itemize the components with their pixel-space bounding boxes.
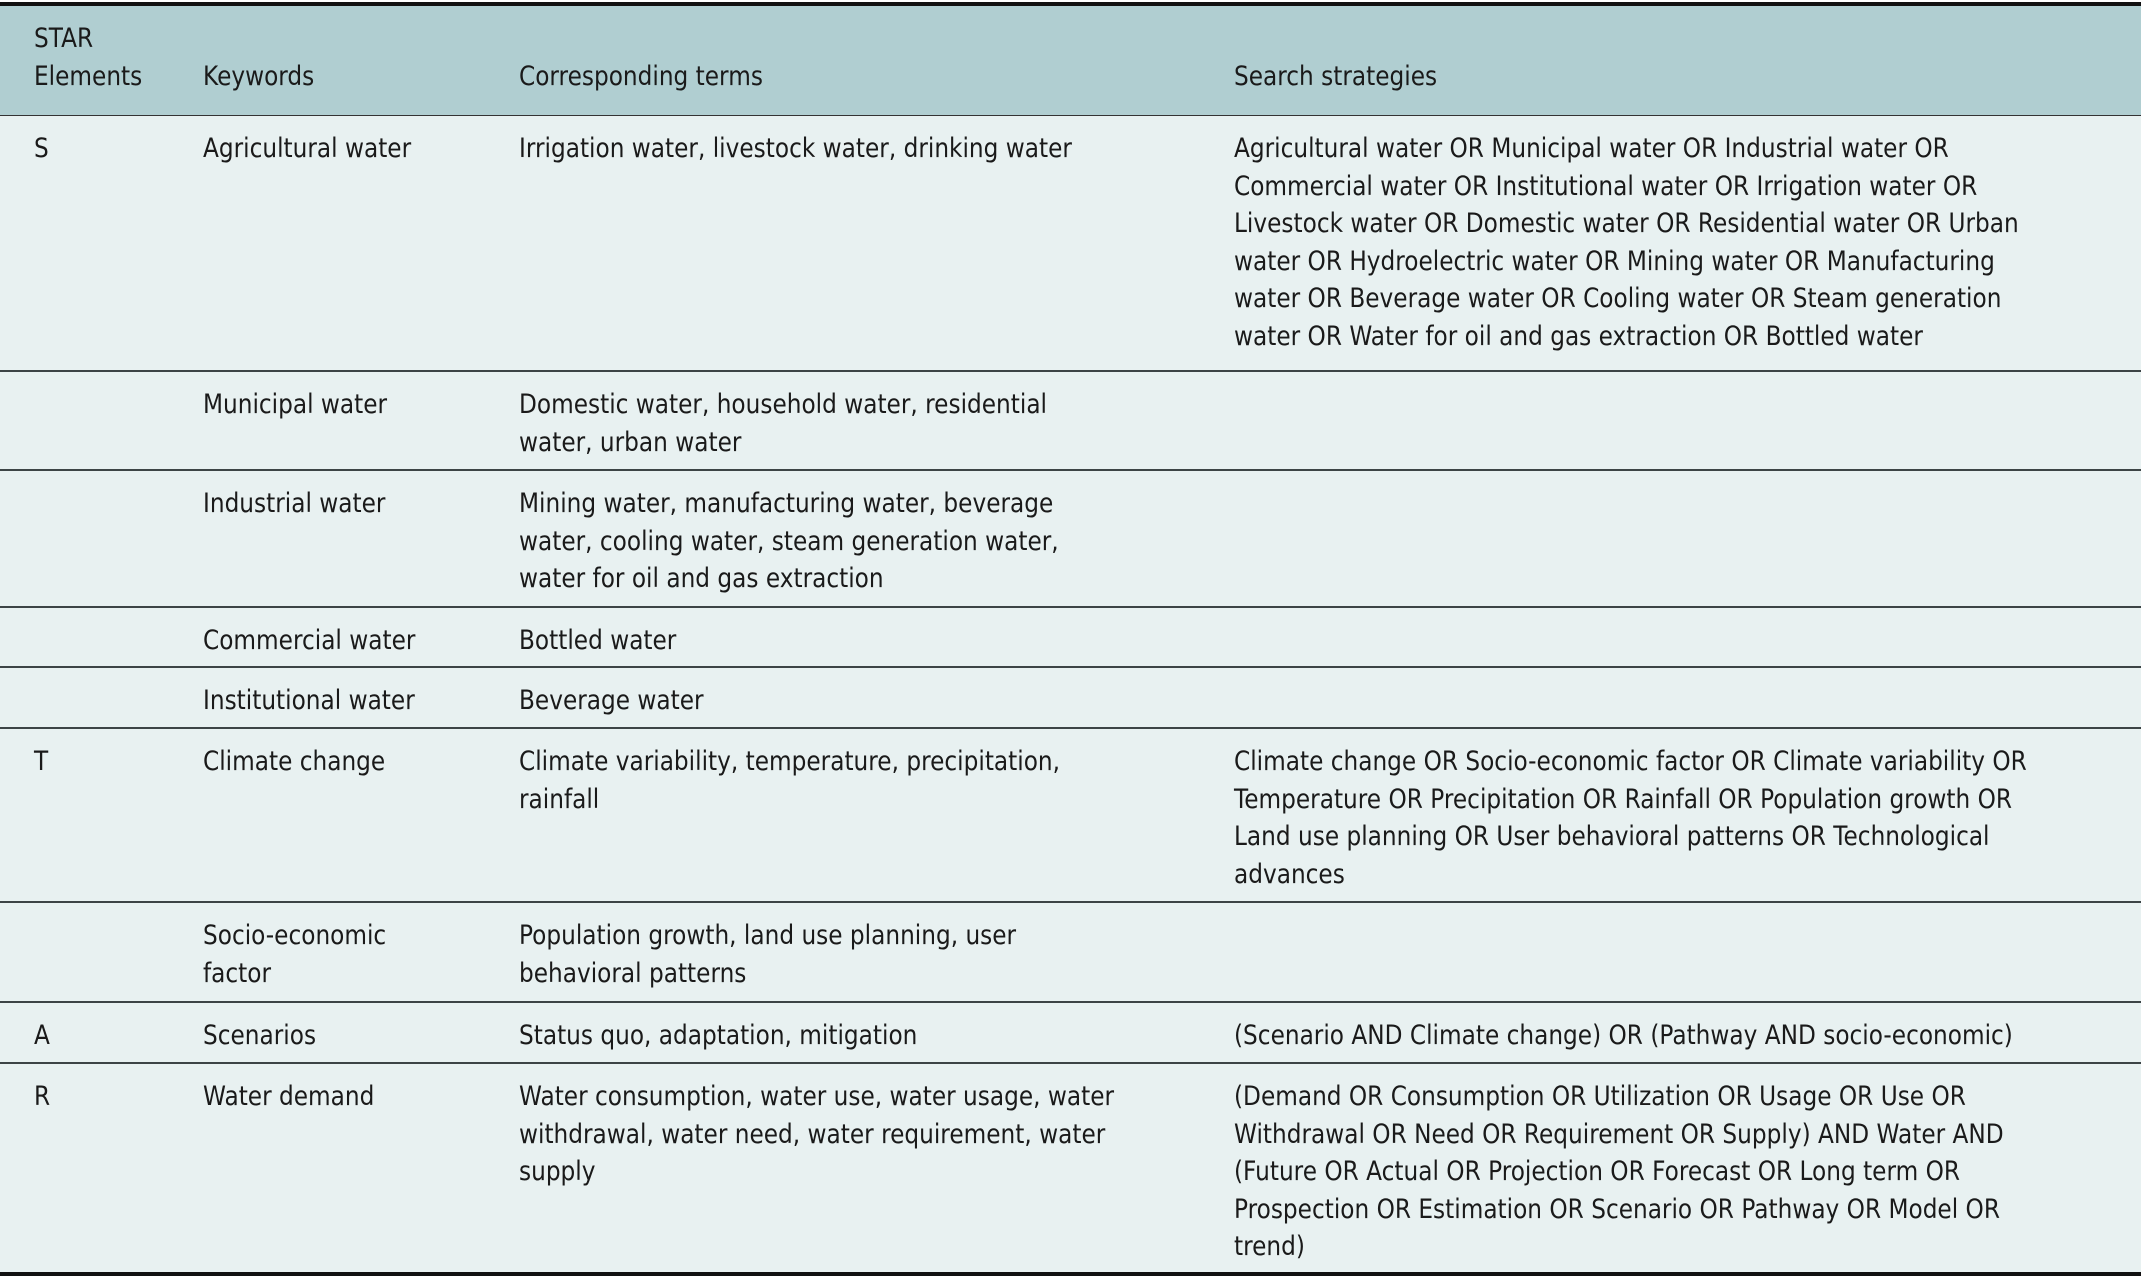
keyword-cell-line: Socio-economic <box>203 920 387 951</box>
corresponding-terms-cell-line: Water consumption, water use, water usage, water <box>519 1081 1115 1112</box>
keyword-cell <box>203 1017 334 1055</box>
corresponding-terms-cell <box>519 1017 982 1055</box>
search-strategy-cell-line: water OR Hydroelectric water OR Mining water OR Manufacturing <box>1234 245 1995 277</box>
keyword-cell-line: Institutional water <box>203 685 415 716</box>
search-strategy-cell-line: trend) <box>1234 1231 1305 1263</box>
keyword-cell-line: Industrial water <box>203 488 386 519</box>
header-search-strategies <box>1234 58 1470 96</box>
keyword-cell <box>203 622 450 660</box>
keyword-cell-line: Climate change <box>203 746 386 777</box>
table-row <box>0 608 2141 668</box>
corresponding-terms-cell-line: Beverage water <box>519 685 704 716</box>
star-element-cell-text: T <box>34 746 49 777</box>
corresponding-terms-cell <box>519 622 702 660</box>
keyword-cell <box>203 682 449 720</box>
keyword-cell <box>203 130 445 168</box>
keyword-cell-line: Scenarios <box>203 1020 317 1051</box>
search-strategy-cell-line: Livestock water OR Domestic water OR Residential water OR Urban <box>1234 208 2019 240</box>
keyword-cell <box>203 386 417 424</box>
corresponding-terms-cell <box>519 485 1147 598</box>
header-terms-label: Corresponding terms <box>519 61 763 92</box>
table-row <box>0 372 2141 471</box>
table-row <box>0 1064 2141 1276</box>
search-strategy-cell-line: Agricultural water OR Municipal water OR Industrial water OR <box>1234 133 1949 164</box>
search-strategy-cell-line: (Future OR Actual OR Projection OR Forecast OR Long term OR <box>1234 1156 1961 1188</box>
table-row <box>0 116 2141 372</box>
corresponding-terms-cell-line: Status quo, adaptation, mitigation <box>519 1020 918 1051</box>
search-strategy-cell-line: Commercial water OR Institutional water OR Irrigation water OR <box>1234 170 1978 202</box>
search-strategy-cell-line: Land use planning OR User behavioral patterns OR Technological <box>1234 821 1990 853</box>
corresponding-terms-cell-line: Bottled water <box>519 625 677 656</box>
star-element-cell <box>34 1017 52 1055</box>
search-strategy-cell-line: (Scenario AND Climate change) OR (Pathway AND socio-economic) <box>1234 1020 2013 1051</box>
header-keywords-label: Keywords <box>203 61 315 92</box>
star-element-cell-text: R <box>34 1081 51 1112</box>
search-strategy-cell-line: Prospection OR Estimation OR Scenario OR Pathway OR Model OR <box>1234 1193 2000 1225</box>
corresponding-terms-cell <box>519 917 1097 992</box>
search-strategy-cell-line: Withdrawal OR Need OR Requirement OR Supply) AND Water AND <box>1234 1118 2004 1150</box>
table-row <box>0 903 2141 1003</box>
search-strategy-cell <box>1234 1078 2129 1266</box>
search-strategy-cell-line: Temperature OR Precipitation OR Rainfall OR Population growth OR <box>1234 783 2013 815</box>
header-keywords <box>203 58 332 96</box>
corresponding-terms-cell-line: behavioral patterns <box>519 957 747 989</box>
search-strategy-cell <box>1234 130 2145 356</box>
header-star-elements <box>34 20 160 95</box>
corresponding-terms-cell-line: water for oil and gas extraction <box>519 563 884 595</box>
table-row <box>0 729 2141 903</box>
corresponding-terms-cell-line: Irrigation water, livestock water, drinking water <box>519 133 1072 164</box>
star-element-cell <box>34 743 51 781</box>
table-row <box>0 471 2141 608</box>
corresponding-terms-cell-line: water, urban water <box>519 426 742 458</box>
keyword-cell <box>203 743 415 781</box>
corresponding-terms-cell-line: Mining water, manufacturing water, beverage <box>519 488 1054 519</box>
corresponding-terms-cell-line: withdrawal, water need, water requirement, water <box>519 1118 1106 1150</box>
header-star-line1: STAR <box>34 23 94 54</box>
table-row <box>0 668 2141 729</box>
header-corresponding-terms <box>519 58 803 96</box>
header-strategies-label: Search strategies <box>1234 61 1438 92</box>
star-search-table <box>0 2 2141 1276</box>
corresponding-terms-cell-line: Domestic water, household water, residential <box>519 389 1047 420</box>
keyword-cell-line: Commercial water <box>203 625 416 656</box>
search-strategy-cell <box>1234 743 2145 893</box>
corresponding-terms-cell-line: rainfall <box>519 783 600 815</box>
corresponding-terms-cell <box>519 1078 1211 1191</box>
corresponding-terms-cell <box>519 743 1148 818</box>
search-strategy-cell-line: water OR Beverage water OR Cooling water OR Steam generation <box>1234 283 2002 315</box>
search-strategy-cell-line: water OR Water for oil and gas extraction OR Bottled water <box>1234 320 1923 352</box>
search-strategy-cell-line: (Demand OR Consumption OR Utilization OR Usage OR Use OR <box>1234 1081 1966 1112</box>
corresponding-terms-cell-line: Climate variability, temperature, precipitation, <box>519 746 1061 777</box>
corresponding-terms-cell <box>519 386 1133 461</box>
star-element-cell-text: S <box>34 133 49 164</box>
corresponding-terms-cell-line: supply <box>519 1156 596 1188</box>
star-element-cell <box>34 1078 53 1116</box>
search-strategy-cell-line: Climate change OR Socio-economic factor OR Climate variability OR <box>1234 746 2027 777</box>
header-star-line2: Elements <box>34 60 143 92</box>
keyword-cell <box>203 917 416 992</box>
star-element-cell <box>34 130 51 168</box>
keyword-cell-line: Agricultural water <box>203 133 412 164</box>
keyword-cell <box>203 485 415 523</box>
search-strategy-cell-line: advances <box>1234 858 1345 890</box>
table-header <box>0 6 2141 116</box>
corresponding-terms-cell-line: Population growth, land use planning, user <box>519 920 1017 951</box>
keyword-cell <box>203 1078 402 1116</box>
table-body <box>0 116 2141 1276</box>
table-row <box>0 1003 2141 1064</box>
corresponding-terms-cell <box>519 682 734 720</box>
star-element-cell-text: A <box>34 1020 50 1051</box>
keyword-cell-line: Municipal water <box>203 389 388 420</box>
corresponding-terms-cell <box>519 130 1162 168</box>
keyword-cell-line: factor <box>203 957 272 989</box>
search-strategy-cell <box>1234 1017 2140 1055</box>
corresponding-terms-cell-line: water, cooling water, steam generation water, <box>519 525 1059 557</box>
keyword-cell-line: Water demand <box>203 1081 375 1112</box>
